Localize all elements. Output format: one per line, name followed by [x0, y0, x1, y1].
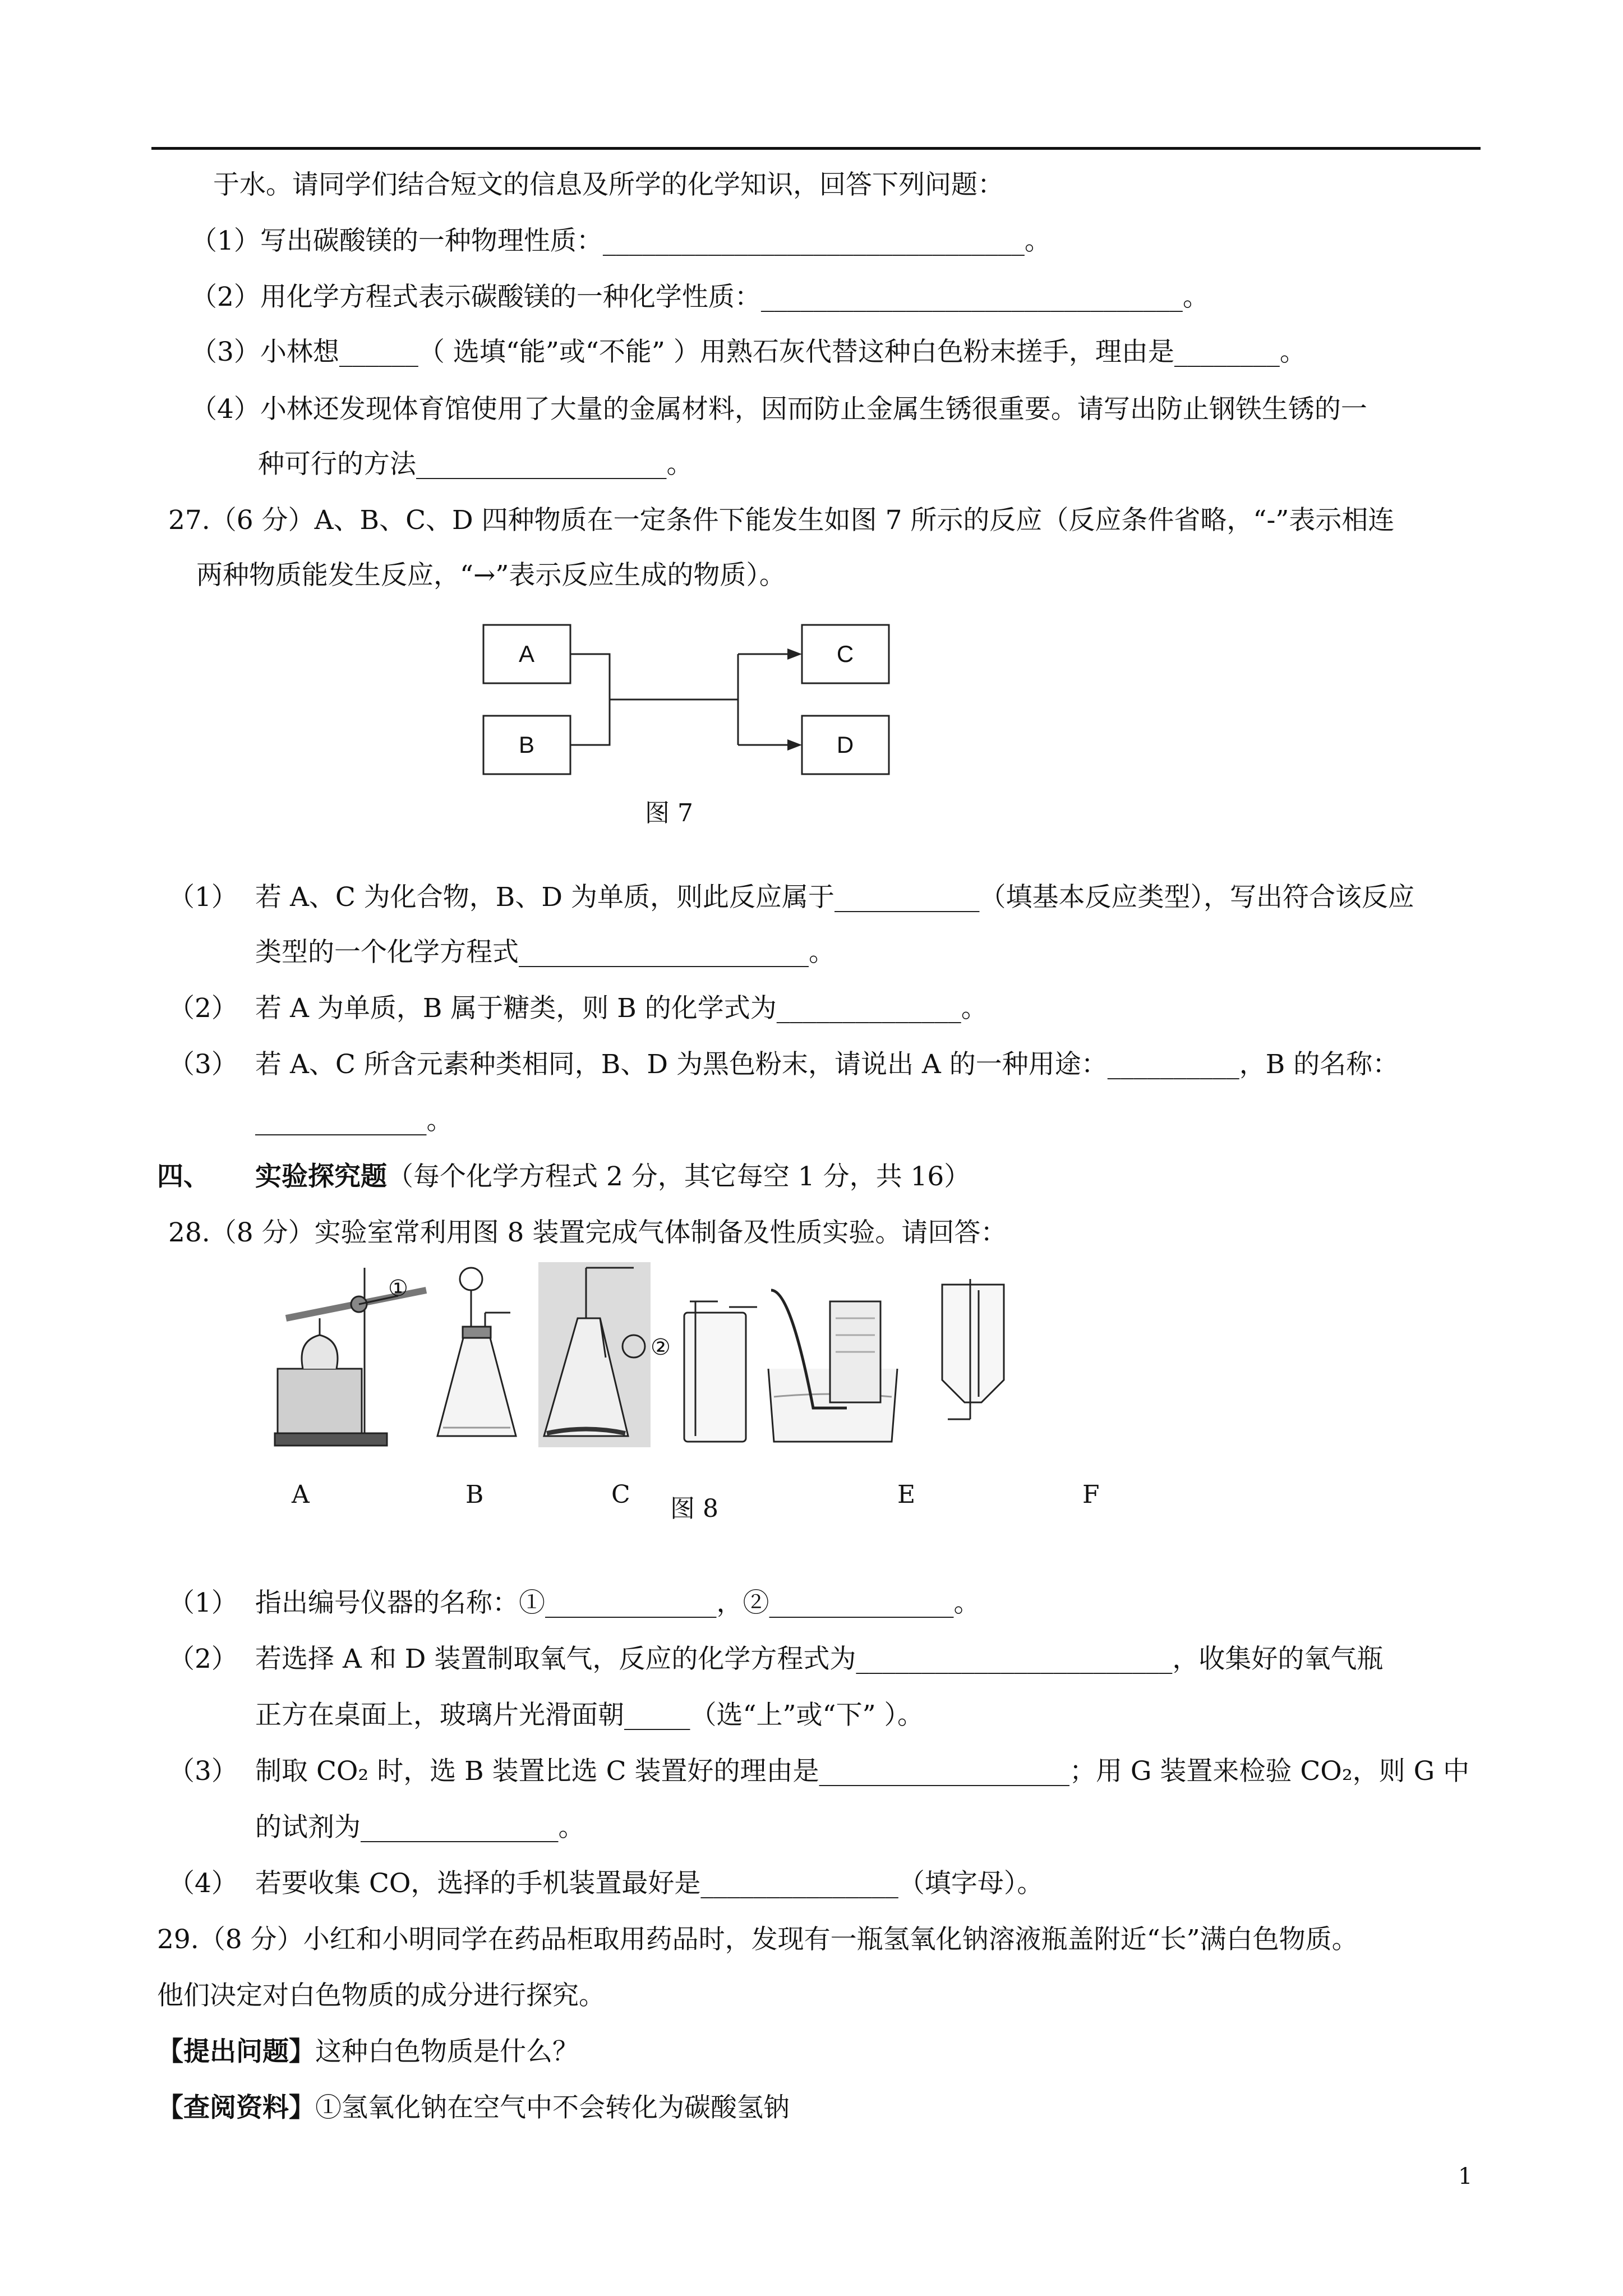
q29-question — [157, 2035, 579, 2069]
q27-stem-line1: 27.（6 分）A、B、C、D 四种物质在一定条件下能发生如图 7 所示的反应（反应条件省略，“-”表示相连 — [168, 505, 1395, 536]
q29-reference — [157, 2091, 790, 2125]
q26-part-4-line2: 种可行的方法___________________。 — [258, 449, 693, 480]
apparatus-c — [538, 1262, 651, 1447]
apparatus-label-c: C — [611, 1480, 630, 1509]
q28-s2-line2: 正方在桌面上，玻璃片光滑面朝_____（选“上”或“下” ）。 — [255, 1700, 924, 1731]
q29-question-label: 【提出问题】 — [157, 2036, 315, 2067]
arrow-head-d — [787, 739, 802, 751]
section-4-number: 四、 — [157, 1161, 210, 1192]
q26-intro-end: 于水。请同学们结合短文的信息及所学的化学知识，回答下列问题： — [213, 169, 1004, 200]
figure-7-caption: 图 7 — [645, 799, 693, 827]
q28-s2-line1: 若选择 A 和 D 装置制取氧气，反应的化学方程式为________________________，收集好的氧气瓶 — [255, 1644, 1384, 1674]
q28-s1-text: 指出编号仪器的名称：①_____________，②______________。 — [255, 1588, 980, 1618]
page-number: 1 — [1458, 2164, 1473, 2189]
label-a: A — [518, 641, 535, 667]
reactant-bracket — [570, 654, 610, 745]
section-4-title: 实验探究题 — [255, 1161, 387, 1192]
q28-s4-number: （4） — [168, 1868, 238, 1899]
q29-reference-text: ①氢氧化钠在空气中不会转化为碳酸氢钠 — [315, 2092, 790, 2123]
q27-s3-line2: _____________。 — [255, 1105, 453, 1136]
apparatus-figure — [264, 1257, 1161, 1458]
q29-reference-label: 【查阅资料】 — [157, 2092, 315, 2123]
q27-s3-line1: 若 A、C 所含元素种类相同，B、D 为黑色粉末，请说出 A 的一种用途：__________，B 的名称： — [255, 1049, 1399, 1080]
q29-stem-line1: 29.（8 分）小红和小明同学在药品柜取用药品时，发现有一瓶氢氧化钠溶液瓶盖附近“长”满白色物质。 — [157, 1924, 1358, 1955]
apparatus-e — [768, 1290, 897, 1442]
apparatus-label-f: F — [1082, 1480, 1100, 1509]
q27-s3-number: （3） — [168, 1049, 238, 1080]
section-4-note: （每个化学方程式 2 分，其它每空 1 分，共 16） — [387, 1161, 971, 1192]
section-4-heading — [255, 1160, 970, 1194]
q29-question-text: 这种白色物质是什么？ — [315, 2036, 579, 2067]
q27-stem-line2: 两种物质能发生反应，“→”表示反应生成的物质）。 — [196, 560, 786, 591]
q26-part-3: （3）小林想______（ 选填“能”或“不能” ）用熟石灰代替这种白色粉末搓手，理由是________。 — [191, 337, 1306, 367]
label-d: D — [836, 731, 854, 758]
header-rule — [151, 147, 1481, 150]
q28-s4-text: 若要收集 CO，选择的手机装置最好是_______________（填字母）。 — [255, 1868, 1044, 1899]
marker-2: ② — [651, 1335, 671, 1360]
reaction-diagram — [449, 611, 909, 780]
apparatus-label-a: A — [292, 1480, 310, 1509]
apparatus-d — [684, 1301, 757, 1442]
label-c: C — [836, 641, 854, 667]
q27-s1-line2: 类型的一个化学方程式______________________。 — [255, 937, 835, 968]
figure-8-caption: 图 8 — [670, 1494, 718, 1523]
label-b: B — [518, 731, 535, 758]
apparatus-b — [437, 1268, 516, 1436]
q27-s1-line1: 若 A、C 为化合物，B、D 为单质，则此反应属于___________（填基本反应类型），写出符合该反应 — [255, 882, 1414, 913]
q28-s1-number: （1） — [168, 1588, 238, 1618]
apparatus-f — [942, 1279, 1004, 1419]
q26-part-4-line1: （4）小林还发现体育馆使用了大量的金属材料，因而防止金属生锈很重要。请写出防止钢铁生锈的一 — [191, 394, 1367, 425]
q27-s1-number: （1） — [168, 882, 238, 913]
q29-stem-line2: 他们决定对白色物质的成分进行探究。 — [157, 1980, 605, 2011]
q26-part-2: （2）用化学方程式表示碳酸镁的一种化学性质：________________________________。 — [191, 282, 1209, 312]
apparatus-label-b: B — [465, 1480, 484, 1509]
q27-s2-number: （2） — [168, 993, 238, 1024]
q28-s3-line2: 的试剂为_______________。 — [255, 1812, 585, 1843]
q28-s3-line1: 制取 CO₂ 时，选 B 装置比选 C 装置好的理由是___________________；用 G 装置来检验 CO₂，则 G 中 — [255, 1756, 1470, 1787]
q26-part-1: （1）写出碳酸镁的一种物理性质：________________________________。 — [191, 226, 1051, 256]
marker-1: ① — [388, 1276, 408, 1301]
q27-s2-text: 若 A 为单质，B 属于糖类，则 B 的化学式为______________。 — [255, 993, 988, 1024]
q28-s2-number: （2） — [168, 1644, 238, 1674]
q28-s3-number: （3） — [168, 1756, 238, 1787]
apparatus-label-e: E — [897, 1480, 916, 1509]
arrow-head-c — [787, 648, 802, 660]
q28-stem: 28.（8 分）实验室常利用图 8 装置完成气体制备及性质实验。请回答： — [168, 1217, 1007, 1248]
